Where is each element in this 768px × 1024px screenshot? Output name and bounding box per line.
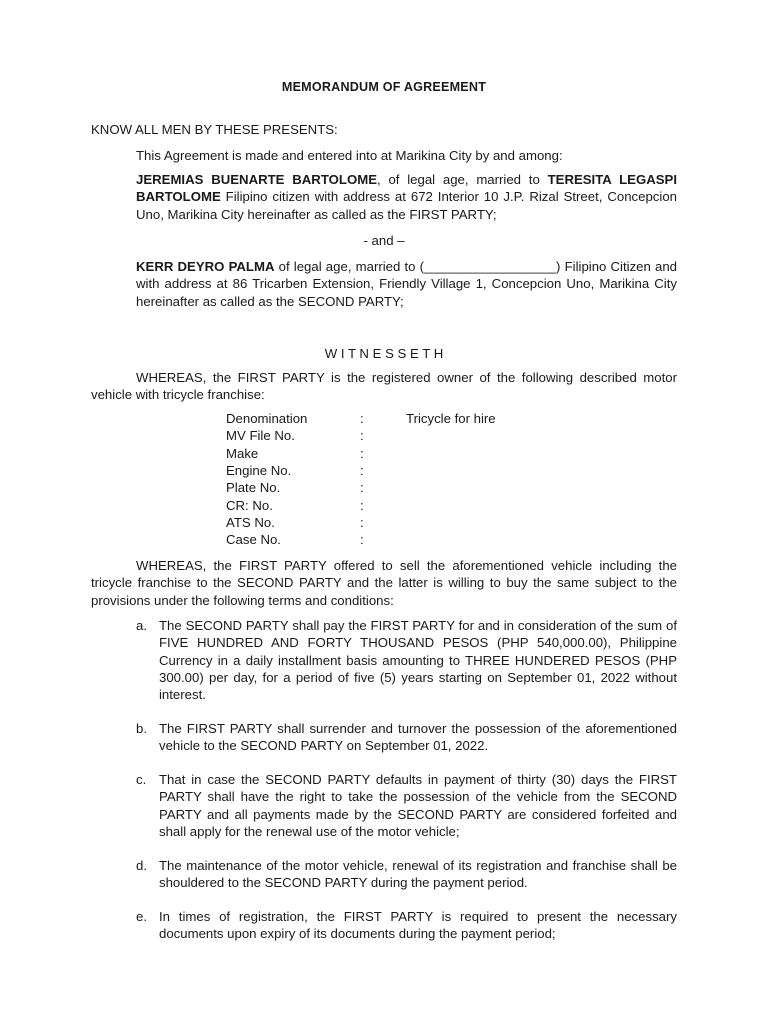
second-party-name: KERR DEYRO PALMA [136, 259, 275, 274]
row-label: Case No. [226, 532, 281, 548]
whereas-paragraph-2: WHEREAS, the FIRST PARTY offered to sell the aforementioned vehicle including the tricycle franchise to the SECOND PARTY and the latter is willing to buy the same subject to the provisions under the following terms and conditions: [91, 558, 677, 608]
row-label: MV File No. [226, 428, 295, 444]
and-separator: - and – [363, 233, 405, 248]
row-colon: : [360, 445, 364, 461]
term-text: The FIRST PARTY shall surrender and turnover the possession of the aforementioned vehicle to the SECOND PARTY on September 01, 2022. [159, 721, 677, 754]
row-colon: : [360, 514, 364, 530]
document-title: MEMORANDUM OF AGREEMENT [281, 80, 487, 94]
row-value: Tricycle for hire [406, 411, 496, 426]
term-label: e. [136, 909, 147, 924]
row-colon: : [360, 411, 364, 426]
row-label: ATS No. [226, 514, 275, 530]
term-label: c. [136, 772, 147, 787]
second-party-text: of legal age, married to (__________________) Filipino Citizen and with address at 86 Tricarben Extension, Friendly Village 1, Concepcion Uno, Marikina City hereinafter as called as the SECOND PARTY; [136, 259, 677, 309]
row-colon: : [360, 480, 364, 496]
whereas-paragraph-1: WHEREAS, the FIRST PARTY is the registered owner of the following described motor vehicle with tricycle franchise: [91, 370, 677, 403]
row-label: Plate No. [226, 480, 281, 496]
term-label: b. [136, 721, 147, 736]
witnesseth-heading: W I T N E S S E T H [324, 346, 444, 361]
row-label: Engine No. [226, 462, 292, 478]
second-party-paragraph [136, 258, 677, 310]
row-colon: : [360, 532, 364, 548]
agreement-line: This Agreement is made and entered into at Marikina City by and among: [136, 148, 563, 163]
first-party-spouse: TERESITA LEGASPI BARTOLOME [136, 172, 678, 205]
row-label: CR: No. [226, 497, 273, 513]
term-label: d. [136, 858, 147, 873]
term-text: The maintenance of the motor vehicle, renewal of its registration and franchise shall be shouldered to the SECOND PARTY during the payment period. [159, 858, 677, 891]
intro-heading: KNOW ALL MEN BY THESE PRESENTS: [91, 122, 338, 137]
first-party-text-a: , of legal age, married to [377, 172, 548, 187]
first-party-name: JEREMIAS BUENARTE BARTOLOME [136, 172, 377, 187]
row-label: Denomination [226, 411, 308, 426]
row-colon: : [360, 428, 364, 444]
term-text: The SECOND PARTY shall pay the FIRST PARTY for and in consideration of the sum of FIVE HUNDRED AND FORTY THOUSAND PESOS (PHP 540,000.00), Philippine Currency in a daily installment basis amounting to THREE HUNDERED PESOS (PHP 300.00) per day, for a period of five (5) years starting on September 01, 2022 without interest. [159, 618, 677, 703]
row-colon: : [360, 497, 364, 513]
term-label: a. [136, 618, 147, 633]
first-party-text-b: Filipino citizen with address at 672 Interior 10 J.P. Rizal Street, Concepcion Uno, Marikina City hereinafter as called as the FIRST PARTY; [136, 189, 677, 222]
first-party-paragraph [136, 171, 677, 223]
row-colon: : [360, 462, 364, 478]
term-text: In times of registration, the FIRST PARTY is required to present the necessary documents upon expiry of its documents during the payment period; [159, 909, 677, 942]
row-label: Make [226, 445, 259, 461]
term-text: That in case the SECOND PARTY defaults in payment of thirty (30) days the FIRST PARTY shall have the right to take the possession of the vehicle from the SECOND PARTY and all payments made by the SECOND PARTY are considered forfeited and shall apply for the renewal use of the motor vehicle; [159, 772, 677, 839]
